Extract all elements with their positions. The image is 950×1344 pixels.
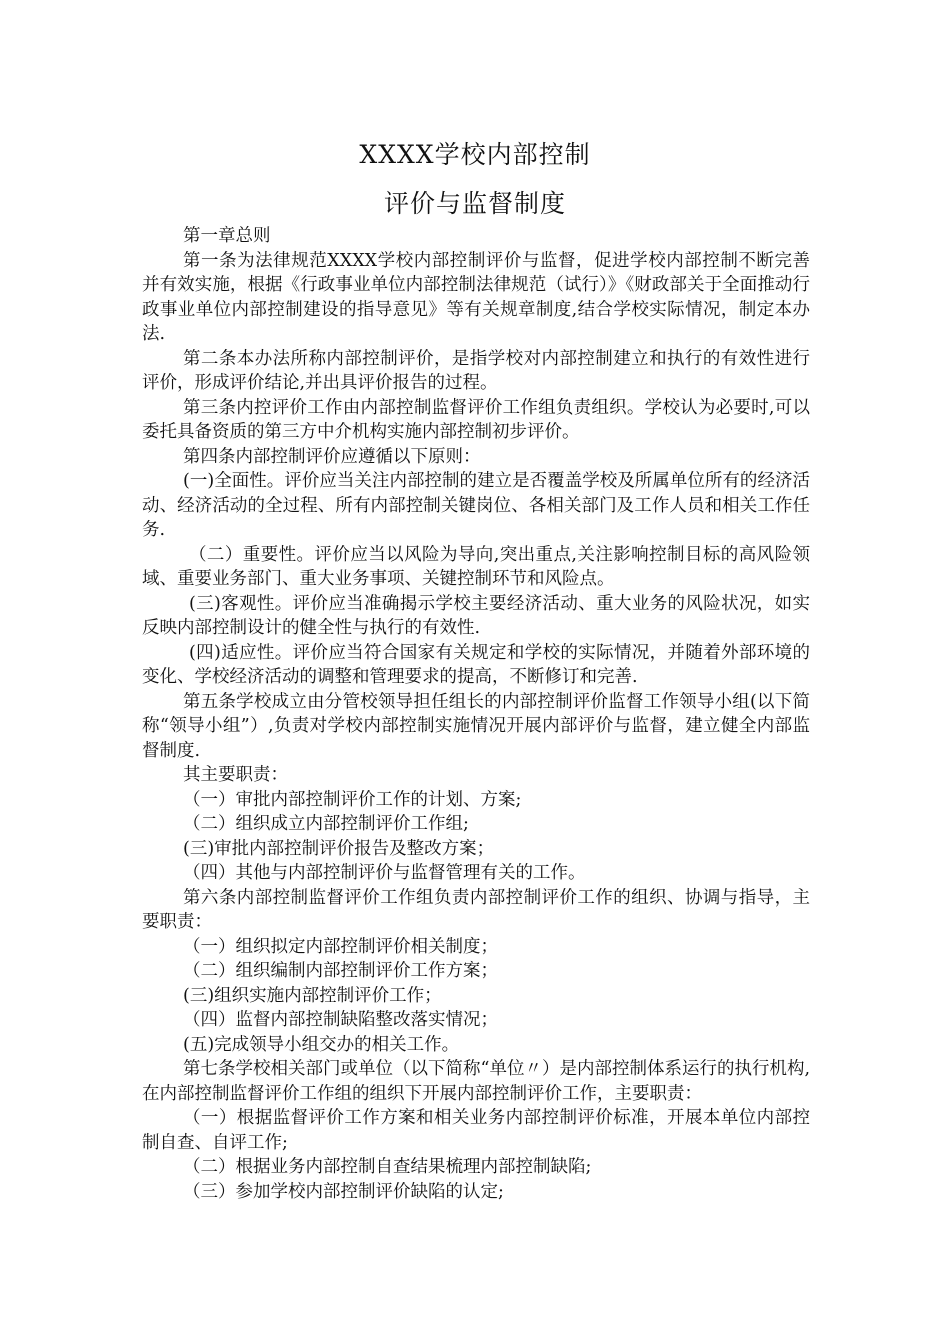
- duty-item: （一）组织拟定内部控制评价相关制度；: [183, 936, 498, 957]
- duty-item: （二）组织编制内部控制评价工作方案；: [183, 961, 498, 981]
- article-5: 第五条学校成立由分管校领导担任组长的内部控制评价监督工作领导小组(以下简称“领导小组”）,负责对学校内部控制实施情况开展内部评价与监督，建立健全内部监督制度.: [142, 691, 810, 761]
- article-1: 第一条为法律规范XXXX学校内部控制评价与监督，促进学校内部控制不断完善并有效实施，根据《行政事业单位内部控制法律规范（试行）》《财政部关于全面推动行政事业单位内部控制建设的指导意见》等有关规章制度,结合学校实际情况，制定本办法.: [142, 250, 810, 344]
- duty-item: (三)审批内部控制评价报告及整改方案；: [183, 838, 495, 859]
- duty-item: (三)组织实施内部控制评价工作；: [183, 985, 442, 1006]
- principle-3: (三)客观性。评价应当准确揭示学校主要经济活动、重大业务的风险状况，如实反映内部控制设计的健全性与执行的有效性.: [142, 593, 810, 638]
- duties-heading: 其主要职责：: [183, 765, 288, 785]
- chapter-heading: 第一章总则: [183, 226, 271, 246]
- duty-item: （一）根据监督评价工作方案和相关业务内部控制评价标准，开展本单位内部控制自查、自评工作;: [142, 1108, 810, 1153]
- article-2: 第二条本办法所称内部控制评价，是指学校对内部控制建立和执行的有效性进行评价，形成评价结论,并出具评价报告的过程。: [142, 348, 810, 393]
- article-7: 第七条学校相关部门或单位（以下简称“单位〃）是内部控制体系运行的执行机构,在内部控制监督评价工作组的组织下开展内部控制评价工作，主要职责：: [142, 1059, 811, 1104]
- duty-item: （三）参加学校内部控制评价缺陷的认定;: [183, 1181, 504, 1202]
- duty-item: （四）其他与内部控制评价与监督管理有关的工作。: [183, 863, 586, 883]
- principle-4: (四)适应性。评价应当符合国家有关规定和学校的实际情况，并随着外部环境的变化、学校经济活动的调整和管理要求的提高，不断修订和完善.: [142, 642, 810, 687]
- article-3: 第三条内控评价工作由内部控制监督评价工作组负责组织。学校认为必要时,可以委托具备资质的第三方中介机构实施内部控制初步评价。: [142, 397, 810, 442]
- document-subtitle: 评价与监督制度: [383, 189, 566, 218]
- duty-item: （一）审批内部控制评价工作的计划、方案;: [183, 789, 522, 810]
- document-title: XXXX学校内部控制: [359, 140, 591, 169]
- principle-1: (一)全面性。评价应当关注内部控制的建立是否覆盖学校及所属单位所有的经济活动、经济活动的全过程、所有内部控制关键岗位、各相关部门及工作人员和相关工作任务.: [142, 471, 810, 540]
- principle-2: （二）重要性。评价应当以风险为导向,突出重点,关注影响控制目标的高风险领域、重要业务部门、重大业务事项、关键控制环节和风险点。: [142, 544, 810, 589]
- duty-item: （二）根据业务内部控制自查结果梳理内部控制缺陷;: [183, 1157, 592, 1177]
- document-body: [142, 224, 810, 1204]
- article-4: 第四条内部控制评价应遵循以下原则：: [183, 446, 481, 467]
- duty-item: (五)完成领导小组交办的相关工作。: [183, 1034, 460, 1055]
- article-6: 第六条内部控制监督评价工作组负责内部控制评价工作的组织、协调与指导，主要职责：: [142, 887, 810, 932]
- duty-item: （二）组织成立内部控制评价工作组;: [183, 814, 469, 834]
- duty-item: （四）监督内部控制缺陷整改落实情况；: [183, 1010, 498, 1030]
